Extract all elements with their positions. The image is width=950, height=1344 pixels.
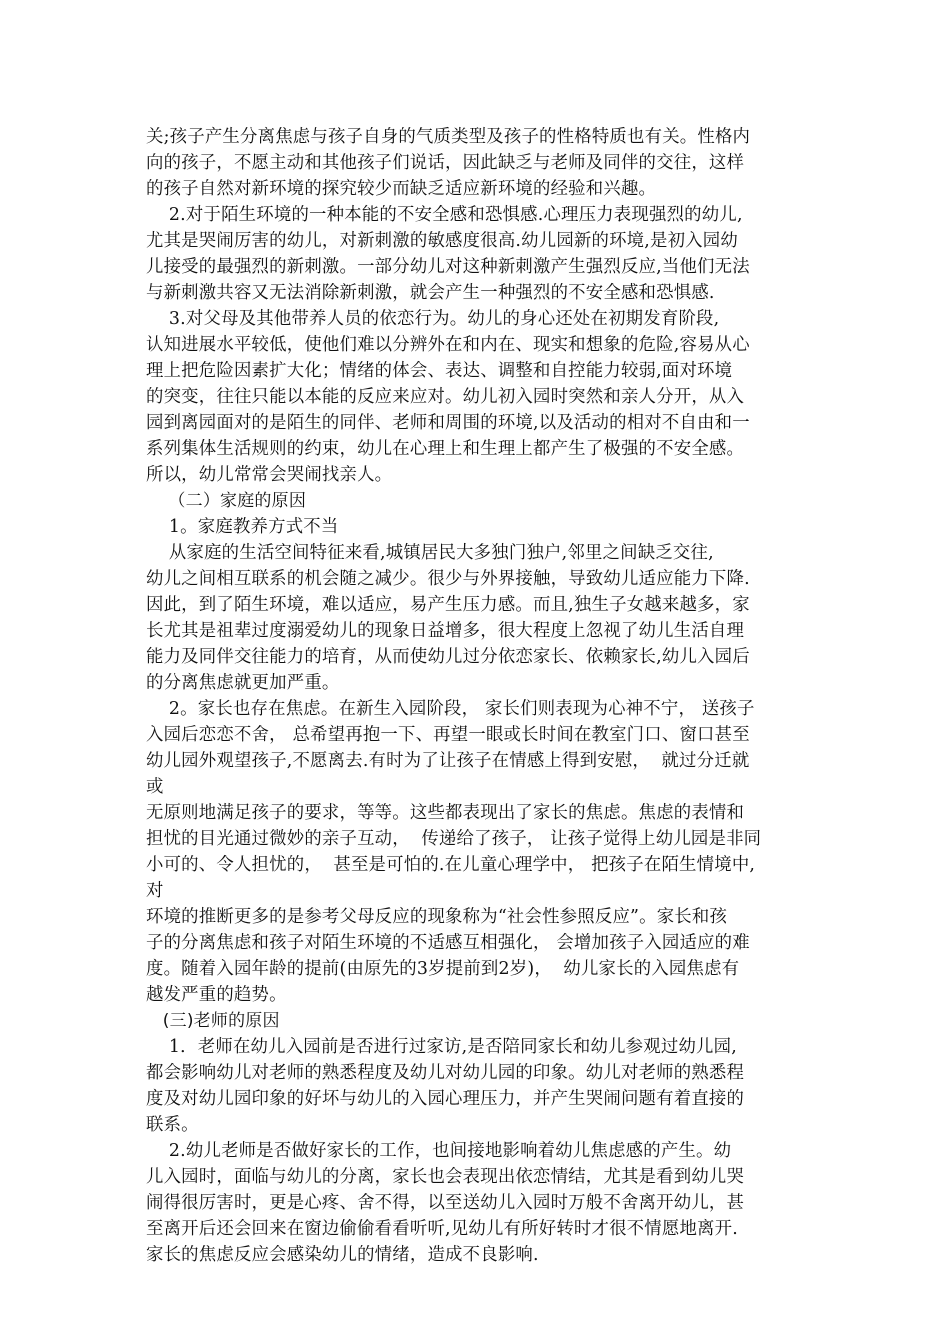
- text-line: 小可的、令人担忧的， 甚至是可怕的.在儿童心理学中， 把孩子在陌生情境中,: [146, 855, 756, 875]
- document-body: [146, 124, 816, 1268]
- subsection-heading: 1。家庭教养方式不当: [146, 517, 339, 537]
- text-line: 无原则地满足孩子的要求，等等。这些都表现出了家长的焦虑。焦虑的表情和: [146, 803, 745, 823]
- text-line: 1．老师在幼儿入园前是否进行过家访,是否陪同家长和幼儿参观过幼儿园,: [146, 1037, 737, 1057]
- text-line: 越发严重的趋势。: [146, 985, 287, 1005]
- text-line: 的突变，往往只能以本能的反应来应对。幼儿初入园时突然和亲人分开，从入: [146, 387, 745, 407]
- text-line: 儿接受的最强烈的新刺激。一部分幼儿对这种新刺激产生强烈反应,当他们无法: [146, 257, 750, 277]
- section-heading-teacher: (三)老师的原因: [146, 1011, 280, 1031]
- text-line: 的孩子自然对新环境的探究较少而缺乏适应新环境的经验和兴趣。: [146, 179, 657, 199]
- text-line: 2.幼儿老师是否做好家长的工作，也间接地影响着幼儿焦虑感的产生。幼: [146, 1141, 732, 1161]
- text-line: 对: [146, 881, 164, 901]
- text-line: 关;孩子产生分离焦虑与孩子自身的气质类型及孩子的性格特质也有关。性格内: [146, 127, 751, 147]
- text-line: 环境的推断更多的是参考父母反应的现象称为“社会性参照反应”。家长和孩: [146, 907, 728, 927]
- text-line: 与新刺激共容又无法消除新刺激，就会产生一种强烈的不安全感和恐惧感.: [146, 283, 715, 303]
- text-line: 因此，到了陌生环境，难以适应，易产生压力感。而且,独生子女越来越多，家: [146, 595, 750, 615]
- text-line: 系列集体生活规则的约束，幼儿在心理上和生理上都产生了极强的不安全感。: [146, 439, 745, 459]
- text-line: 都会影响幼儿对老师的熟悉程度及幼儿对幼儿园的印象。幼儿对老师的熟悉程: [146, 1063, 745, 1083]
- text-line: 认知进展水平较低，使他们难以分辨外在和内在、现实和想象的危险,容易从心: [146, 335, 750, 355]
- text-line: 3.对父母及其他带养人员的依恋行为。幼儿的身心还处在初期发育阶段,: [146, 309, 720, 329]
- text-line: 联系。: [146, 1115, 199, 1135]
- text-line: 度。随着入园年龄的提前(由原先的3岁提前到2岁)， 幼儿家长的入园焦虑有: [146, 959, 740, 979]
- text-line: 2。家长也存在焦虑。在新生入园阶段， 家长们则表现为心神不宁， 送孩子: [146, 699, 755, 719]
- text-line: 能力及同伴交往能力的培育，从而使幼儿过分依恋家长、依赖家长,幼儿入园后: [146, 647, 750, 667]
- text-line: 2.对于陌生环境的一种本能的不安全感和恐惧感.心理压力表现强烈的幼儿,: [146, 205, 743, 225]
- text-line: 理上把危险因素扩大化；情绪的体会、表达、调整和自控能力较弱,面对环境: [146, 361, 733, 381]
- text-line: 或: [146, 777, 164, 797]
- text-line: 尤其是哭闹厉害的幼儿，对新刺激的敏感度很高.幼儿园新的环境,是初入园幼: [146, 231, 738, 251]
- section-heading-family: （二）家庭的原因: [146, 491, 307, 511]
- text-line: 子的分离焦虑和孩子对陌生环境的不适感互相强化， 会增加孩子入园适应的难: [146, 933, 750, 953]
- text-line: 度及对幼儿园印象的好坏与幼儿的入园心理压力，并产生哭闹问题有着直接的: [146, 1089, 745, 1109]
- text-line: 所以，幼儿常常会哭闹找亲人。: [146, 465, 393, 485]
- text-line: 长尤其是祖辈过度溺爱幼儿的现象日益增多，很大程度上忽视了幼儿生活自理: [146, 621, 745, 641]
- text-line: 幼儿之间相互联系的机会随之减少。很少与外界接触，导致幼儿适应能力下降.: [146, 569, 750, 589]
- text-line: 担忧的目光通过微妙的亲子互动， 传递给了孩子， 让孩子觉得上幼儿园是非同: [146, 829, 762, 849]
- text-line: 的分离焦虑就更加严重。: [146, 673, 340, 693]
- text-line: 至离开后还会回来在窗边偷偷看看听听,见幼儿有所好转时才很不情愿地离开.: [146, 1219, 738, 1239]
- text-line: 闹得很厉害时，更是心疼、舍不得，以至送幼儿入园时万般不舍离开幼儿，甚: [146, 1193, 745, 1213]
- text-line: 从家庭的生活空间特征来看,城镇居民大多独门独户,邻里之间缺乏交往,: [146, 543, 714, 563]
- text-line: 向的孩子，不愿主动和其他孩子们说话，因此缺乏与老师及同伴的交往，这样: [146, 153, 745, 173]
- text-line: 入园后恋恋不舍， 总希望再抱一下、再望一眼或长时间在教室门口、窗口甚至: [146, 725, 750, 745]
- text-line: 幼儿园外观望孩子,不愿离去.有时为了让孩子在情感上得到安慰， 就过分迁就: [146, 751, 750, 771]
- text-line: 园到离园面对的是陌生的同伴、老师和周围的环境,以及活动的相对不自由和一: [146, 413, 750, 433]
- text-line: 家长的焦虑反应会感染幼儿的情绪，造成不良影响.: [146, 1245, 539, 1265]
- text-line: 儿入园时，面临与幼儿的分离，家长也会表现出依恋情结，尤其是看到幼儿哭: [146, 1167, 745, 1187]
